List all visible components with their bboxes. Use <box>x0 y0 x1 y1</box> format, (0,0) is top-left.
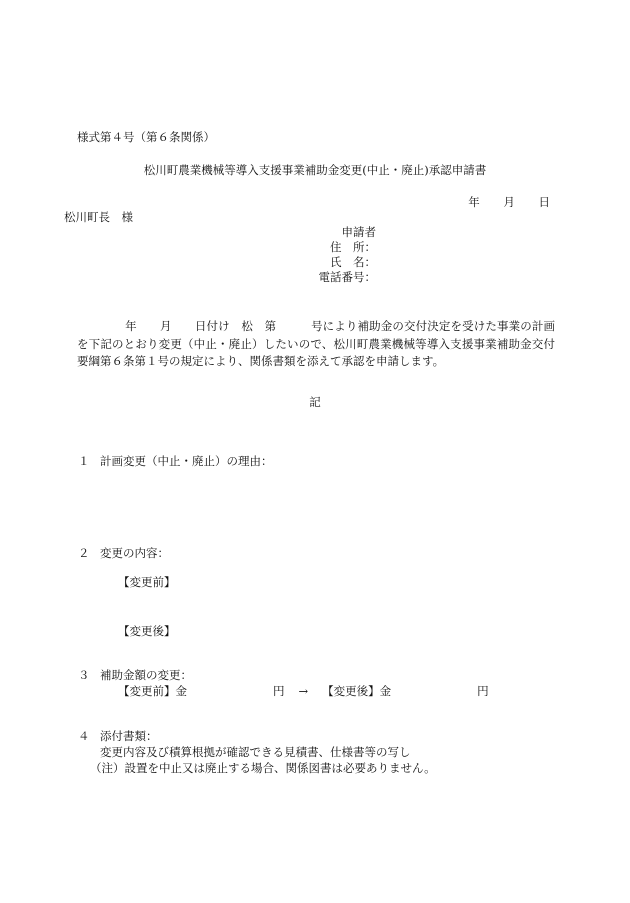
section-4-heading <box>78 729 158 743</box>
amount-before-label: 【変更前】金 <box>118 684 187 698</box>
body-first-line: 年 月 日付け 松 第 号により補助金の交付決定を受けた事業の計 <box>125 319 544 333</box>
document-title: 松川町農業機械等導入支援事業補助金変更(中止・廃止)承認申請書 <box>143 163 487 177</box>
section-3-label: 補助金額の変更： <box>100 668 192 682</box>
section-1-heading <box>78 454 273 468</box>
section-3-number: ３ <box>78 668 90 682</box>
section-2-heading <box>78 546 169 560</box>
ki-heading: 記 <box>309 395 321 409</box>
date-line <box>448 195 550 209</box>
applicant-block <box>286 225 376 285</box>
section-1-number: １ <box>78 454 90 468</box>
section-1-label: 計画変更（中止・廃止）の理由： <box>100 454 273 468</box>
date-day: 日 <box>538 195 550 209</box>
addressee: 松川町長 様 <box>64 210 133 224</box>
section-4-number: ４ <box>78 729 90 743</box>
body-rest: 画を下記のとおり変更（中止・廃止）したいので、松川町農業機械等導入支援事業補助金交付要綱第６条第１号の規定により、関係書類を添えて承認を申請します。 <box>77 319 555 368</box>
section-3-amount-line <box>118 684 489 698</box>
form-number: 様式第４号（第６条関係） <box>77 130 215 144</box>
phone-label: 電話番号： <box>318 270 376 284</box>
applicant-label: 申請者 <box>341 225 376 239</box>
yen-after: 円 <box>477 684 489 698</box>
yen-before: 円 <box>273 684 285 698</box>
section-2-number: ２ <box>78 546 90 560</box>
arrow-icon: → <box>298 684 309 698</box>
body-paragraph <box>77 318 555 371</box>
date-year: 年 <box>468 195 480 209</box>
amount-after-label: 【変更後】金 <box>322 684 392 698</box>
section-2-after: 【変更後】 <box>118 624 176 638</box>
name-label: 氏 名： <box>330 255 376 269</box>
section-2-label: 変更の内容： <box>100 546 169 560</box>
date-month: 月 <box>503 195 515 209</box>
section-3-heading <box>78 668 192 682</box>
attachment-note: （注）設置を中止又は廃止する場合、関係図書は必要ありません。 <box>90 761 436 775</box>
address-label: 住 所： <box>330 240 376 254</box>
attachment-line: 変更内容及び積算根拠が確認できる見積書、仕様書等の写し <box>100 745 411 759</box>
section-2-before: 【変更前】 <box>118 575 176 589</box>
section-4-label: 添付書類： <box>100 729 158 743</box>
